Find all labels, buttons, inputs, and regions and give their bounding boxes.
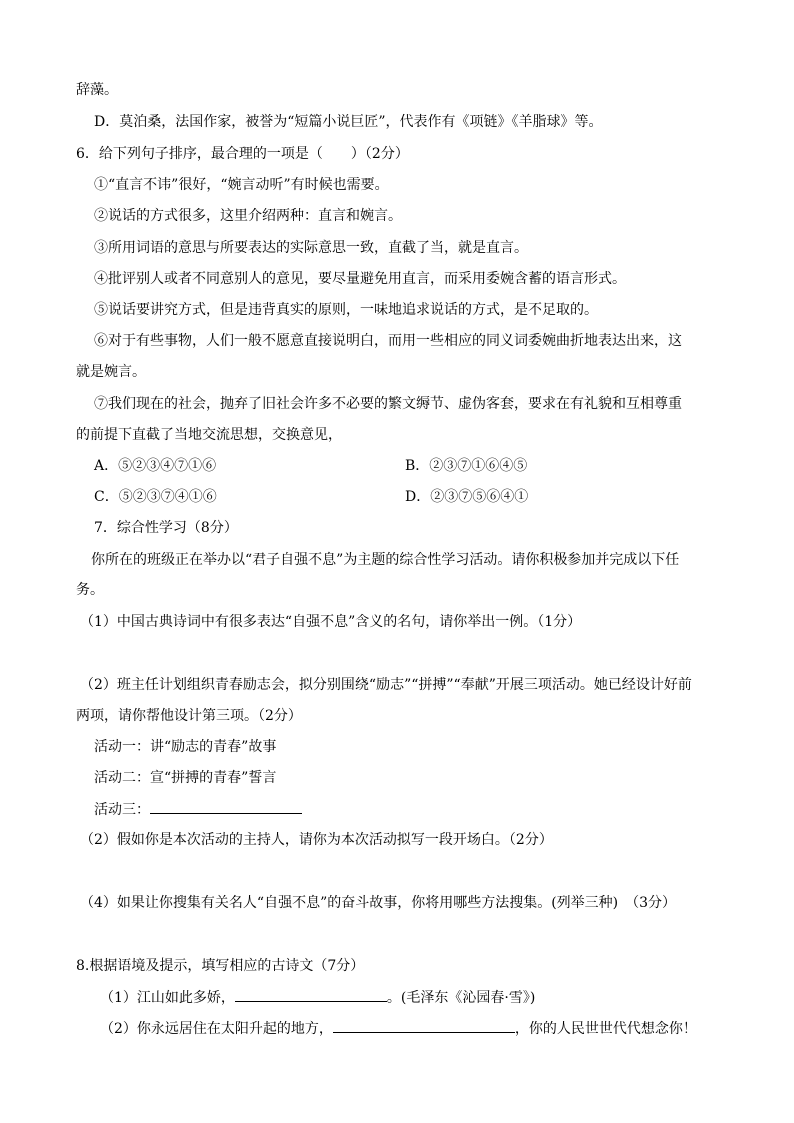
q7-part-4: （4）如果让你搜集有关名人“自强不息”的奋斗故事，你将用哪些方法搜集。(列举三种) （3分） — [80, 895, 677, 911]
q7-part-1: （1）中国古典诗词中有很多表达“自强不息”含义的名句，请你举出一例。（1分） — [80, 614, 582, 630]
q6-option-c[interactable]: C．⑤②③⑦④①⑥ — [94, 489, 217, 505]
q7-title: 7．综合性学习（8分） — [94, 520, 238, 536]
q6-option-b[interactable]: B．②③⑦①⑥④⑤ — [405, 458, 528, 474]
q7-part-2: （2）班主任计划组织青春励志会，拟分别围绕“励志”“拼搏”“奉献”开展三项活动。她已经设计好前 — [80, 677, 692, 693]
q7-activity-1: 活动一：讲“励志的青春”故事 — [94, 739, 277, 755]
q6-sentence-5: ⑤说话要讲究方式，但是违背真实的原则，一味地追求说话的方式，是不足取的。 — [94, 302, 598, 318]
q7-part-3: （2）假如你是本次活动的主持人，请你为本次活动拟写一段开场白。（2分） — [80, 832, 553, 848]
q7-activity-3-label: 活动三： — [94, 802, 150, 818]
q7-activity-2: 活动二：宣“拼搏的青春”誓言 — [94, 770, 277, 786]
q6-sentence-7-cont: 的前提下直截了当地交流思想，交换意见， — [76, 427, 342, 443]
q6-option-a[interactable]: A．⑤②③④⑦①⑥ — [94, 458, 217, 474]
q7-intro: 你所在的班级正在举办以“君子自强不息”为主题的综合性学习活动。请你积极参加并完成以下任 — [91, 552, 680, 568]
q8-item-2-blank[interactable] — [333, 1018, 515, 1033]
q8-item-1 — [100, 987, 535, 1008]
q7-activity-3-blank[interactable] — [150, 799, 302, 814]
q8-item-2-prefix: （2）你永远居住在太阳升起的地方， — [100, 1021, 333, 1037]
q7-activity-3 — [94, 799, 302, 820]
q6-stem: 6．给下列句子排序，最合理的一项是（ ）（2分） — [76, 146, 409, 162]
q7-part-2-cont: 两项，请你帮他设计第三项。（2分） — [76, 708, 302, 724]
q6-option-d[interactable]: D．②③⑦⑤⑥④① — [405, 489, 529, 505]
q7-intro-cont: 务。 — [76, 582, 104, 598]
q8-item-2-suffix: ，你的人民世世代代想念你！ — [514, 1021, 697, 1037]
q8-item-2 — [100, 1018, 697, 1039]
q6-sentence-7: ⑦我们现在的社会，抛弃了旧社会许多不必要的繁文缛节、虚伪客套，要求在有礼貌和互相尊重 — [94, 396, 682, 412]
q8-title: 8.根据语境及提示，填写相应的古诗文（7分） — [76, 958, 365, 974]
q6-sentence-2: ②说话的方式很多，这里介绍两种：直言和婉言。 — [94, 208, 402, 224]
q6-sentence-6-cont: 就是婉言。 — [76, 364, 146, 380]
q8-item-1-blank[interactable] — [235, 987, 387, 1002]
q5-option-d: D．莫泊桑，法国作家，被誉为“短篇小说巨匠”，代表作有《项链》《羊脂球》等。 — [94, 114, 603, 130]
q6-sentence-3: ③所用词语的意思与所要表达的实际意思一致，直截了当，就是直言。 — [94, 240, 528, 256]
q8-item-1-prefix: （1）江山如此多娇， — [100, 990, 235, 1006]
q6-sentence-4: ④批评别人或者不同意别人的意见，要尽量避免用直言，而采用委婉含蓄的语言形式。 — [94, 271, 626, 287]
q6-sentence-1: ①“直言不讳”很好，“婉言动听”有时候也需要。 — [94, 177, 389, 193]
q5-tail: 辞藻。 — [76, 82, 118, 98]
q6-sentence-6: ⑥对于有些事物，人们一般不愿意直接说明白，而用一些相应的同义词委婉曲折地表达出来，这 — [94, 333, 682, 349]
q8-item-1-suffix: 。(毛泽东《沁园春·雪》) — [386, 990, 536, 1006]
